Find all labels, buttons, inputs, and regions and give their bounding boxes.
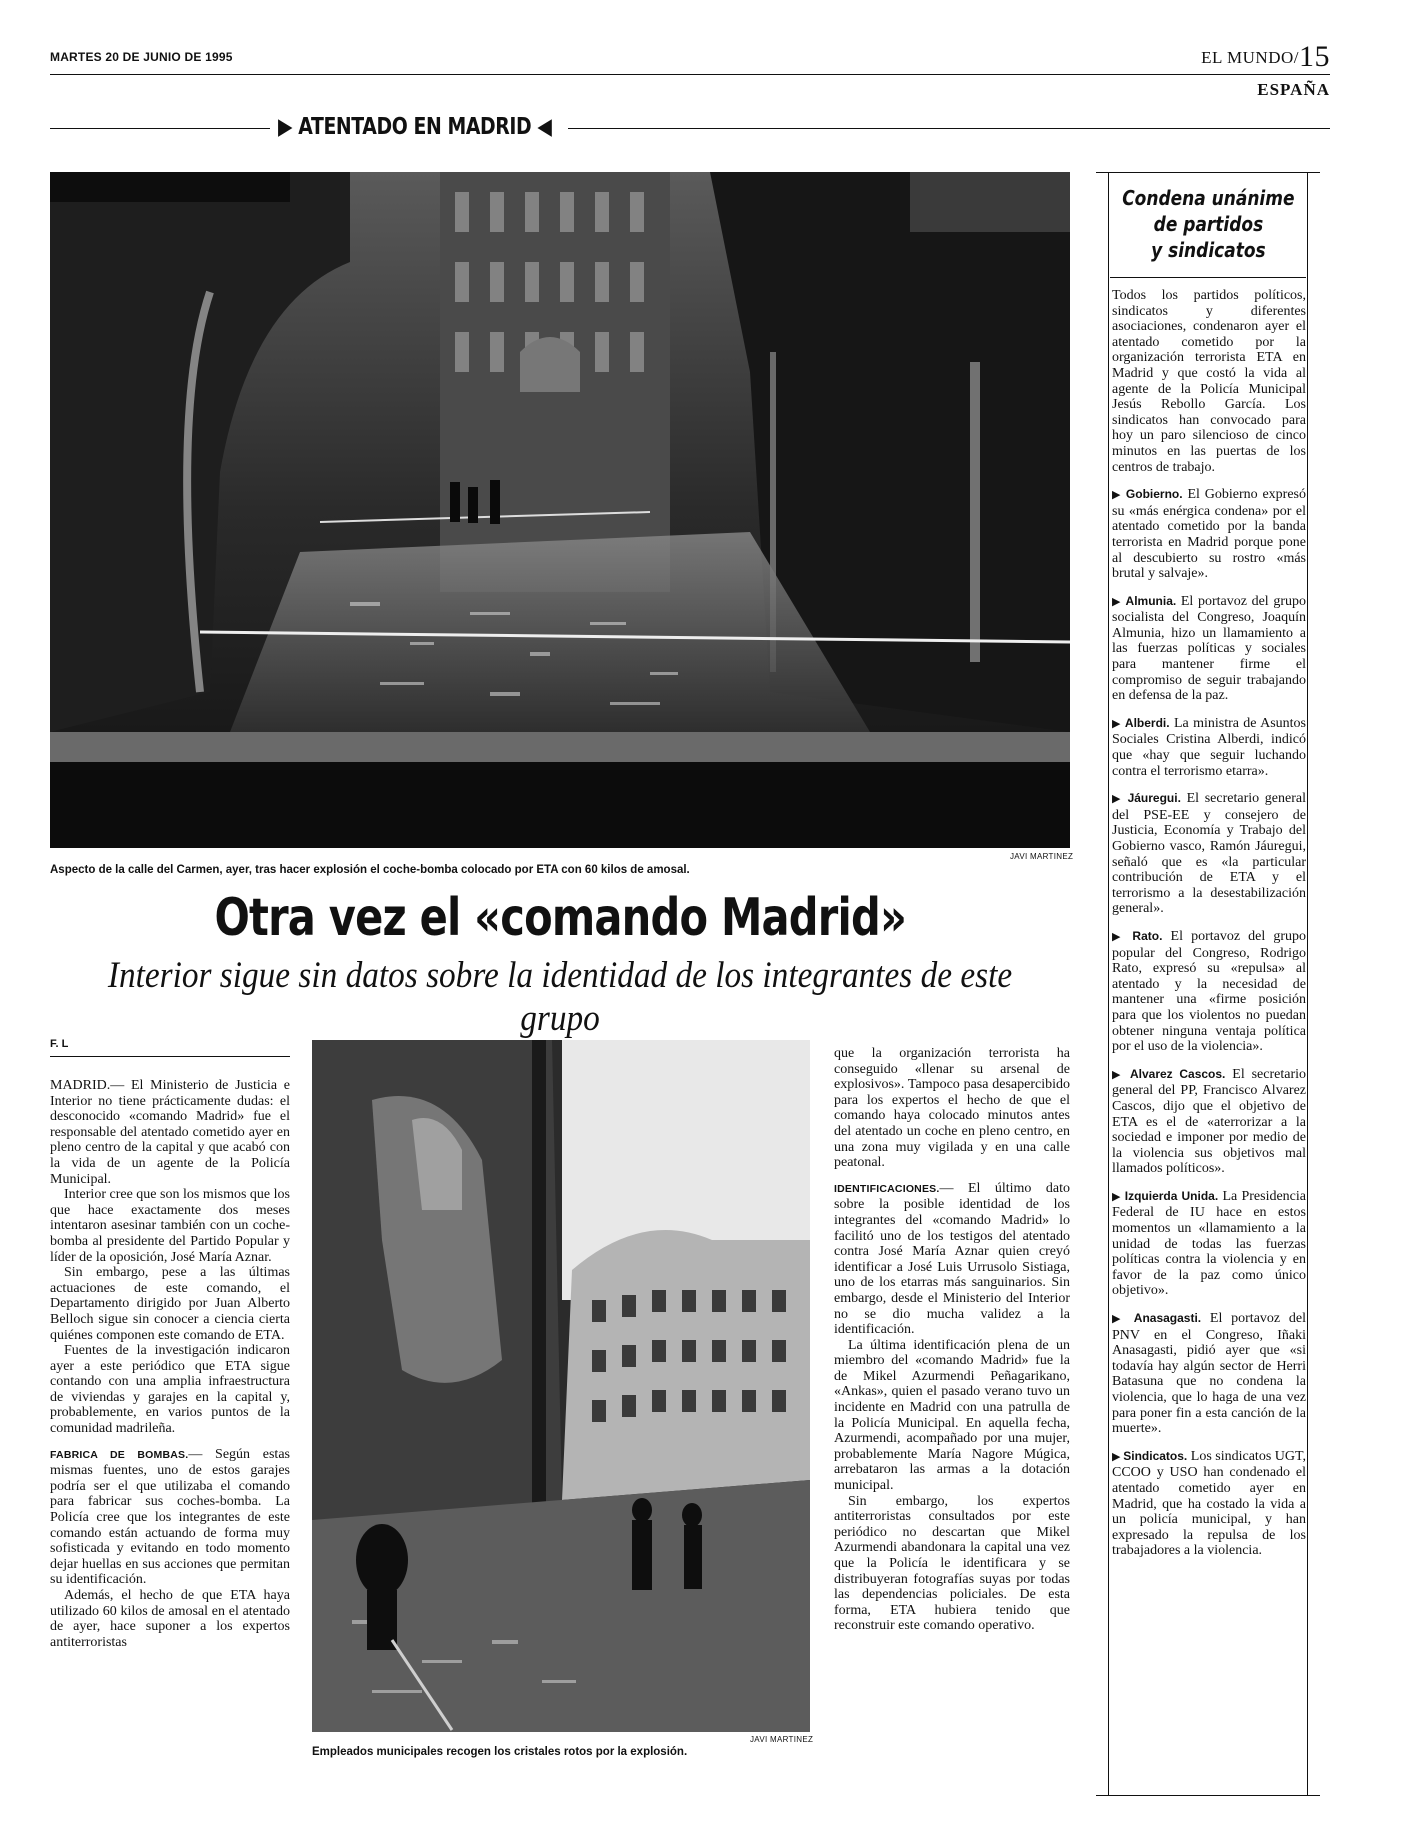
- article-paragraph: [50, 1447, 290, 1588]
- header-rule: [50, 74, 1330, 75]
- article-paragraph: Fuentes de la investigación indicaron ayer a este periódico que ETA sigue contando con una amplia infraestructura de viviendas y garajes en la capital y, probablemente, en varios puntos de la comunidad madrileña.: [50, 1343, 290, 1437]
- triangle-bullet-icon: ▶: [1112, 489, 1126, 502]
- photo-street-explosion: [50, 172, 1070, 848]
- photo-workers-sweeping: [312, 1040, 810, 1732]
- subhead-lead: FABRICA DE BOMBAS.: [50, 1448, 189, 1461]
- photo2-caption: Empleados municipales recogen los cristales rotos por la explosión.: [312, 1746, 688, 1758]
- sidebar-item-text: El portavoz del PNV en el Congreso, Iñaki Anasagasti, pidió ayer que «si todavía hay algún sector de Herri Batasuna que no condena la violencia, que lo haga de una vez para poner fin a esta canción de la muerte».: [1112, 1311, 1307, 1437]
- sidebar-item-key: Alberdi.: [1124, 715, 1170, 730]
- sidebar-item-text: Los sindicatos UGT, CCOO y USO han condenado el atentado cometido ayer en Madrid, que ha costado la vida a un policía municipal, y han expresado la repulsa de los trabajadores a la violencia.: [1112, 1448, 1307, 1559]
- article-paragraph: que la organización terrorista ha conseguido «llenar su arsenal de explosivos». Tampoco pasa desapercibido para los expertos el hecho de que el comando haya colocado minutos antes del atentado un coche en pleno centro, en una zona muy vigilada y en una calle peatonal.: [834, 1046, 1070, 1171]
- arrow-right-icon: ▶: [278, 114, 293, 140]
- sidebar-intro: Todos los partidos políticos, sindicatos y diferentes asociaciones, condenaron ayer el atentado cometido por la organización terrorista ETA en Madrid y que costó la vida al agente de la Policía Municipal Jesús Rebollo García. Los sindicatos han convocado para hoy un paro silencioso de cinco minutos en las puertas de los centros de trabajo.: [1112, 288, 1306, 475]
- sidebar-item: [1112, 594, 1306, 704]
- sidebar-title-line: Condena unánime: [1121, 186, 1295, 210]
- sidebar-item-text: El Gobierno expresó su «más enérgica condena» por el atentado cometido por la banda terrorista en Madrid porque pone al descubierto su rostro «más brutal y salvaje».: [1112, 487, 1307, 582]
- sidebar-item-key: Gobierno.: [1125, 487, 1183, 502]
- headline-text: Otra vez el «comando Madrid»: [214, 888, 906, 948]
- article-paragraph: MADRID.— El Ministerio de Justicia e Interior no tiene prácticamente dudas: el desconocido «comando Madrid» fue el responsable del atentado cometido ayer en pleno centro de la capital y que acabó con la vida de un agente de la Policía Municipal.: [50, 1078, 290, 1187]
- sidebar-divider: [1110, 277, 1306, 278]
- section-name: ESPAÑA: [1257, 80, 1330, 99]
- sidebar-item: [1112, 1449, 1306, 1559]
- sidebar-title: [1096, 185, 1320, 263]
- article-paragraph: Interior cree que son los mismos que los que hace exactamente dos meses intentaron asesinar también con un coche-bomba al presidente del Partido Popular y líder de la oposición, José María Aznar.: [50, 1187, 290, 1265]
- newspaper-masthead: EL MUNDO/15: [1201, 40, 1330, 73]
- triangle-bullet-icon: ▶: [1112, 1190, 1125, 1203]
- subhead-lead: IDENTIFICACIONES.: [834, 1182, 940, 1195]
- article-column-3: [834, 1046, 1070, 1634]
- photo1-credit: JAVI MARTINEZ: [1010, 852, 1074, 861]
- sidebar-body: [1096, 288, 1320, 1559]
- sidebar-title-line: de partidos: [1153, 212, 1263, 236]
- arrow-left-icon: ◀: [537, 114, 552, 140]
- article-paragraph: Además, el hecho de que ETA haya utilizado 60 kilos de amosal en el atentado de ayer, hace suponer a los expertos antiterroristas: [50, 1588, 290, 1650]
- article-paragraph: Sin embargo, los expertos antiterroristas consultados por este periódico no descartan que Mikel Azurmendi abandonara la capital una vez que la Policía le identificara y se distribuyeran fotografías suyas por todas las dependencias policiales. De esta forma, ETA hubiera tenido que reconstruir este comando operativo.: [834, 1493, 1070, 1634]
- photo2-credit: JAVI MARTINEZ: [750, 1735, 814, 1744]
- sidebar-rule-left: [1108, 173, 1109, 1795]
- photo1-caption: Aspecto de la calle del Carmen, ayer, tras hacer explosión el coche-bomba colocado por ETA con 60 kilos de amosal.: [50, 864, 690, 876]
- sidebar-item-key: Anasagasti.: [1133, 1311, 1202, 1326]
- sidebar-item: [1112, 1311, 1306, 1437]
- sidebar-item-key: Alvarez Cascos.: [1129, 1066, 1226, 1081]
- triangle-bullet-icon: ▶: [1112, 1313, 1134, 1326]
- sidebar-item-key: Almunia.: [1125, 593, 1177, 608]
- article-column-1: [50, 1078, 290, 1650]
- kicker-rule-left: [50, 128, 270, 129]
- sidebar-item: [1112, 929, 1306, 1055]
- triangle-bullet-icon: ▶: [1112, 595, 1126, 608]
- triangle-bullet-icon: ▶: [1112, 717, 1125, 730]
- sidebar-title-line: y sindicatos: [1150, 238, 1266, 262]
- article-paragraph: Sin embargo, pese a las últimas actuaciones de este comando, el Departamento dirigido por Juan Alberto Belloch sigue sin conocer a ciencia cierta quiénes componen este comando de ETA.: [50, 1265, 290, 1343]
- headline: [50, 888, 1070, 948]
- sidebar-item-key: Izquierda Unida.: [1124, 1188, 1219, 1203]
- subheadline: [50, 954, 1070, 1040]
- page-number: 15: [1299, 40, 1330, 73]
- sidebar-item-key: Rato.: [1132, 928, 1163, 943]
- sidebar-item-key: Jáuregui.: [1127, 791, 1181, 806]
- sidebar-item-key: Sindicatos.: [1123, 1448, 1188, 1463]
- sidebar-item-text: El portavoz del grupo popular del Congreso, Rodrigo Rato, expresó su «repulsa» al atentado y la necesidad de mantener una «firme posición para que los violentos no puedan obtener ninguna ventaja política por el uso de la violencia».: [1112, 928, 1307, 1055]
- sidebar-item-text: La ministra de Asuntos Sociales Cristina Alberdi, indicó que «hay que seguir luchando contra el terrorismo etarra».: [1112, 715, 1306, 779]
- triangle-bullet-icon: ▶: [1112, 930, 1133, 943]
- sidebar-item-text: La Presidencia Federal de IU hace en estos momentos un «llamamiento a la unidad de todas las fuerzas políticas contra la violencia y en favor de la paz como único objetivo».: [1112, 1188, 1306, 1299]
- sidebar-rule-right: [1307, 173, 1308, 1795]
- sidebar-box: [1096, 172, 1320, 1796]
- triangle-bullet-icon: ▶: [1112, 1068, 1130, 1081]
- subheadline-text: Interior sigue sin datos sobre la identidad de los integrantes de este grupo: [107, 955, 1013, 1039]
- sidebar-item: [1112, 716, 1306, 779]
- sidebar-item: [1112, 1189, 1306, 1299]
- article-paragraph: La última identificación plena de un miembro del «comando Madrid» fue la de Mikel Azurmendi Peñagarikano, «Ankas», quien el pasado verano tuvo un incidente en Madrid con una patrulla de la Policía Municipal. En aquella fecha, Azurmendi, acompañado por una mujer, probablemente María Nagore Múgica, arrebataron las armas a la dotación municipal.: [834, 1337, 1070, 1494]
- sidebar-item-text: El secretario general del PP, Francisco Alvarez Cascos, dijo que el objetivo de ETA es el de «aterrorizar a la sociedad e imponer por medio de la violencia sus objetivos mal llamados políticos».: [1112, 1066, 1307, 1177]
- header-date: MARTES 20 DE JUNIO DE 1995: [50, 50, 233, 64]
- article-paragraph: [834, 1181, 1070, 1338]
- newspaper-name: EL MUNDO: [1201, 48, 1294, 67]
- byline: F. L: [50, 1038, 290, 1057]
- lead-text: — Según estas mismas fuentes, uno de estos garajes podría ser el que utilizaba el comando para fabricar sus coches-bomba. La Policía cree que los integrantes de este comando están actuando de forma muy sofisticada y evitando en todo momento dejar huellas en sus acciones que permitan su identificación.: [50, 1446, 290, 1588]
- sidebar-item: [1112, 487, 1306, 582]
- triangle-bullet-icon: ▶: [1112, 793, 1128, 806]
- kicker-rule-right: [568, 128, 1330, 129]
- triangle-bullet-icon: ▶: [1112, 1450, 1124, 1463]
- kicker-text: ATENTADO EN MADRID: [298, 114, 532, 140]
- lead-text: — El último dato sobre la posible identidad de los integrantes del «comando Madrid» lo facilitó uno de los testigos del atentado contra José María Aznar quien creyó identificar a José Luis Urrusolo Sistiaga, uno de los etarras más sanguinarios. Sin embargo, desde el Ministerio del Interior no se dio mucha validez a la identificación.: [834, 1180, 1070, 1338]
- sidebar-item: [1112, 1067, 1306, 1177]
- kicker: [278, 114, 552, 140]
- sidebar-item-text: El portavoz del grupo socialista del Congreso, Joaquín Almunia, hizo un llamamiento a las fuerzas políticas y sociales para mantener firme el compromiso de seguir trabajando en defensa de la paz.: [1112, 593, 1307, 704]
- sidebar-item: [1112, 791, 1306, 917]
- sidebar-item-text: El secretario general del PSE-EE y consejero de Justicia, Economía y Trabajo del Gobierno vasco, Ramón Jáuregui, señaló que es «la particular contribución de ETA y el terrorismo a la desestabilización general».: [1112, 791, 1307, 917]
